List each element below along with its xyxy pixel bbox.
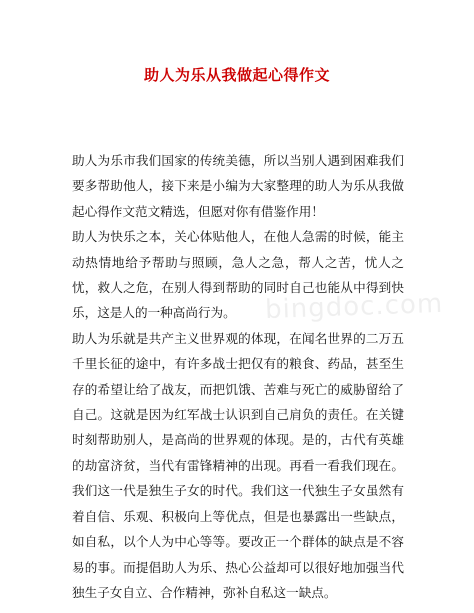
paragraph-worldview: 助人为乐就是共产主义世界观的体现，在闻名世界的二万五千里长征的途中，有许多战士把仅有的粮食、药品，甚至生存的希望让给了战友，而把饥饿、苦难与死亡的威胁留给了自己。这就是因为红军战士认识到自己肩负的责任。在关键时刻帮助别人，是高尚的世界观的体现。是的，古代有英雄的劫富济贫，当代有雷锋精神的出现。再看一看我们现在。我们这一代是独生子女的时代。我们这一代独生子女虽然有着自信、乐观、积极向上等优点，但是也暴露出一些缺点，如自私，以个人为中心等等。要改正一个群体的缺点是不容易的事。而提倡助人为乐、热心公益却可以很好地加强当代独生子女自立、合作精神，弥补自私这一缺点。 — [72, 330, 404, 600]
paragraph-happiness: 助人为快乐之本，关心体贴他人，在他人急需的时候，能主动热情地给予帮助与照顾，急人之急，帮人之苦，忧人之忧，救人之危，在别人得到帮助的同时自己也能从中得到快乐，这是人的一种高尚行为。 — [72, 229, 404, 321]
paragraph-intro: 助人为乐市我们国家的传统美德，所以当别人遇到困难我们要多帮助他人，接下来是小编为大家整理的助人为乐从我做起心得作文范文精选，但愿对你有借鉴作用！ — [72, 153, 404, 219]
watermark-text: bingdoc.com — [264, 288, 444, 326]
document-title: 助人为乐从我做起心得作文 — [143, 66, 330, 84]
document-body — [72, 148, 404, 605]
